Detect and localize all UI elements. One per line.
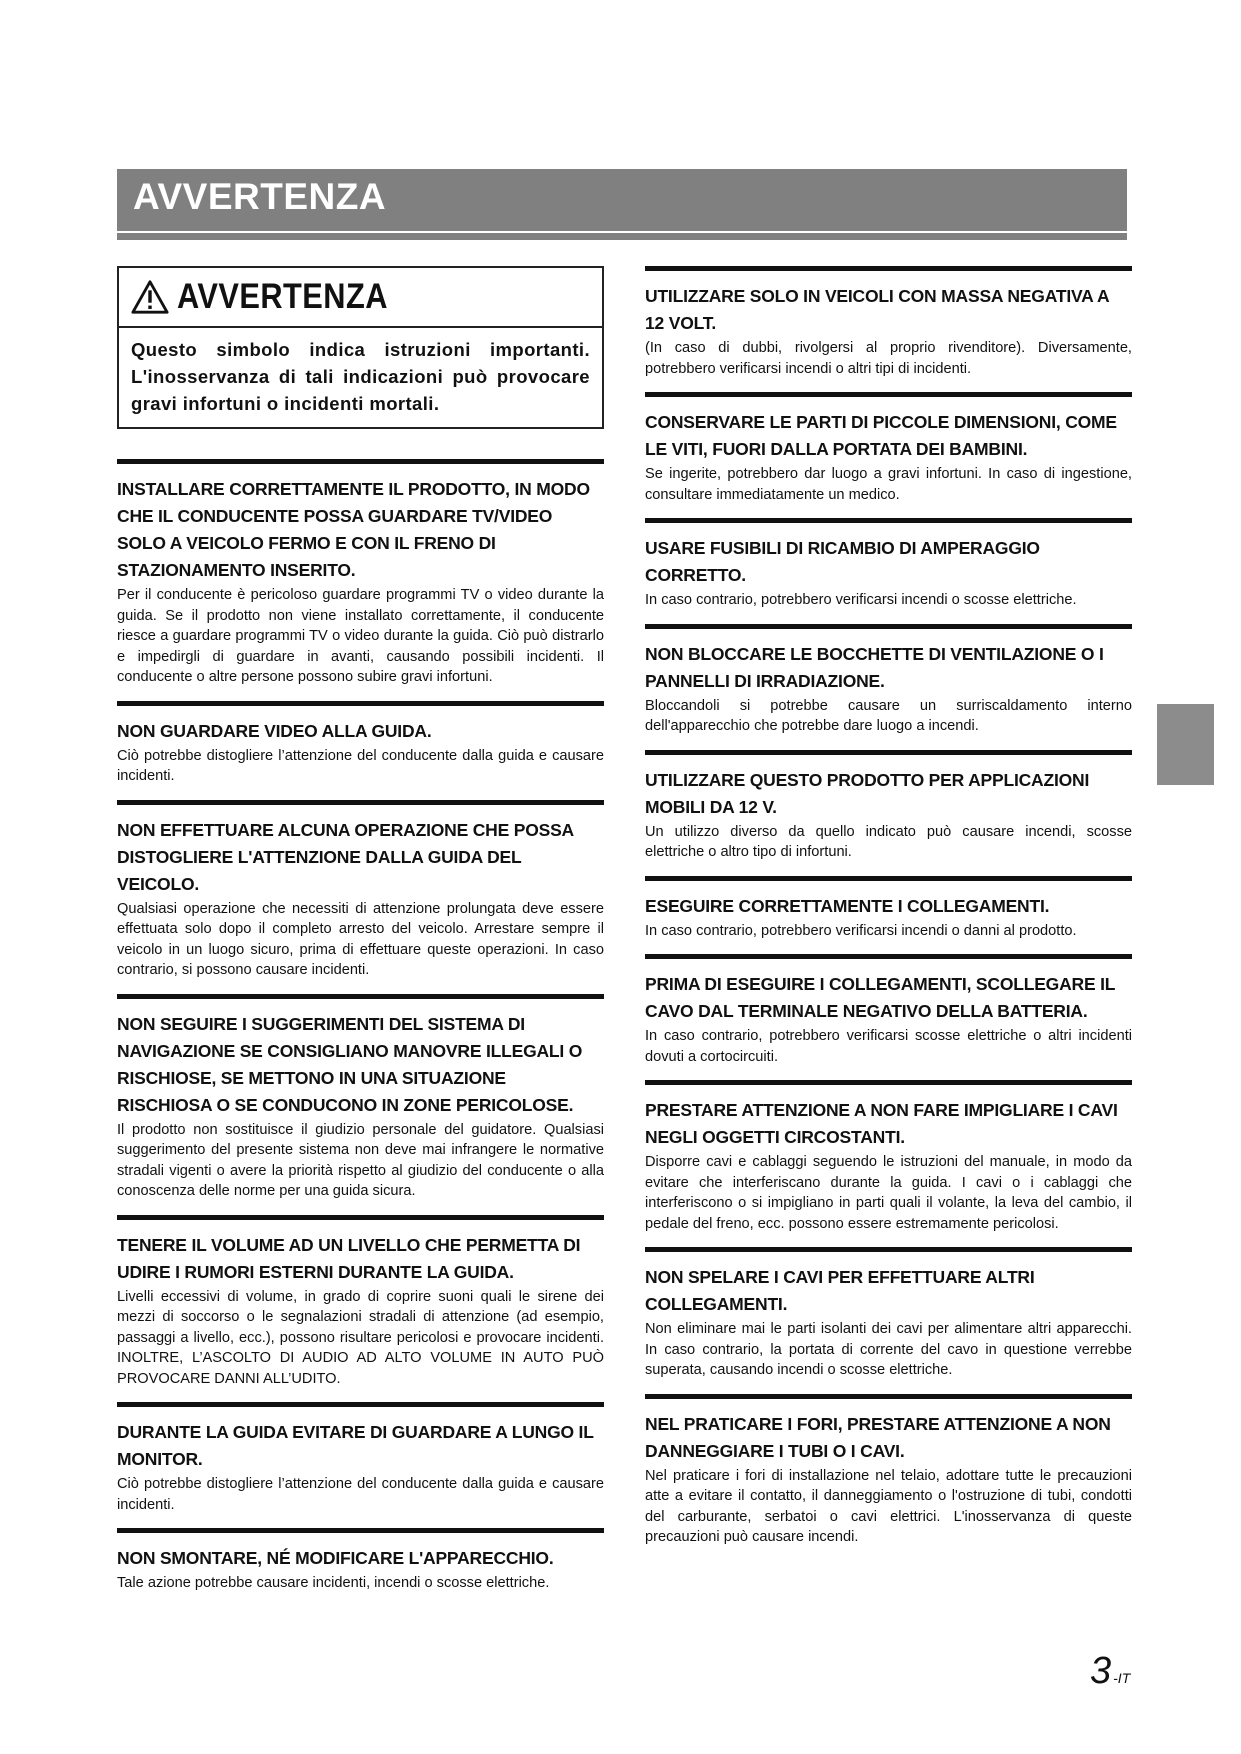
- section-body: Ciò potrebbe distogliere l’attenzione del conducente dalla guida e causare incidenti.: [117, 747, 604, 784]
- left-column: [117, 266, 604, 1607]
- warning-section: [645, 1394, 1132, 1556]
- section-rule: [645, 392, 1132, 397]
- section-body: Per il conducente è pericoloso guardare programmi TV o video durante la guida. Se il prodotto non viene installato correttamente, il conducente riesce a guardare programmi TV o video durante la guida. Ciò può distrarlo e impedirgli di guardare in avanti, causando possibili incidenti. Il conducente o altre persone possono subire gravi infortuni.: [117, 587, 604, 685]
- section-rule: [645, 876, 1132, 881]
- section-rule: [645, 624, 1132, 629]
- warning-section: [117, 1215, 604, 1398]
- warning-section: [117, 701, 604, 795]
- warning-section: [645, 954, 1132, 1075]
- section-title: USARE FUSIBILI DI RICAMBIO DI AMPERAGGIO CORRETTO.: [645, 538, 1040, 585]
- section-body: Non eliminare mai le parti isolanti dei cavi per alimentare altri apparecchi. In caso contrario, la portata di corrente del cavo in questione verrebbe superata, causando incendi o scosse elettriche.: [645, 1321, 1132, 1378]
- section-rule: [645, 1247, 1132, 1252]
- warning-section: [117, 800, 604, 989]
- section-rule: [645, 750, 1132, 755]
- section-body: (In caso di dubbi, rivolgersi al proprio rivenditore). Diversamente, potrebbero verificarsi incendi o altri tipi di incidenti.: [645, 340, 1132, 377]
- section-body: Qualsiasi operazione che necessiti di attenzione prolungata deve essere effettuata solo dopo il completo arresto del veicolo. Arrestare sempre il veicolo in un luogo sicuro, prima di effettuare queste operazioni. In caso contrario, si possono causare incidenti.: [117, 900, 604, 978]
- section-body: In caso contrario, potrebbero verificarsi incendi o danni al prodotto.: [645, 922, 1077, 939]
- section-rule: [117, 701, 604, 706]
- page-number-value: 3: [1090, 1650, 1112, 1692]
- warning-section: [117, 1528, 604, 1602]
- section-rule: [645, 266, 1132, 271]
- page-number-suffix: -IT: [1113, 1670, 1131, 1686]
- section-rule: [117, 1528, 604, 1533]
- warning-section: [645, 1080, 1132, 1242]
- warning-section: [645, 518, 1132, 619]
- section-body: Se ingerite, potrebbero dar luogo a gravi infortuni. In caso di ingestione, consultare immediatamente un medico.: [645, 466, 1132, 503]
- section-body: Ciò potrebbe distogliere l’attenzione del conducente dalla guida e causare incidenti.: [117, 1476, 604, 1513]
- warning-box-text: Questo simbolo indica istruzioni importanti. L'inosservanza di tali indicazioni può provocare gravi infortuni o incidenti mortali.: [131, 339, 590, 414]
- section-title: NON SMONTARE, NÉ MODIFICARE L'APPARECCHIO.: [117, 1548, 554, 1568]
- warning-section: [117, 994, 604, 1210]
- section-body: Disporre cavi e cablaggi seguendo le istruzioni del manuale, in modo da evitare che interferiscano durante la guida. I cavi o i cablaggi che interferiscono o si impigliano in parti quali il volante, la leva del cambio, il pedale del freno, ecc. possono essere estremamente pericolosi.: [645, 1154, 1132, 1232]
- warning-section: [645, 750, 1132, 871]
- section-rule: [645, 518, 1132, 523]
- section-body: Nel praticare i fori di installazione nel telaio, adottare tutte le precauzioni atte a evitare il contatto, il danneggiamento o l'ostruzione di tubi, condotti del carburante, serbatoi o cavi elettrici. L'inosservanza di queste precauzioni può causare incendi.: [645, 1467, 1132, 1545]
- section-title: UTILIZZARE SOLO IN VEICOLI CON MASSA NEGATIVA A 12 VOLT.: [645, 286, 1109, 333]
- section-body: Bloccandoli si potrebbe causare un surriscaldamento interno dell'apparecchio che potrebbe dare luogo a incendi.: [645, 697, 1132, 734]
- section-title: PRESTARE ATTENZIONE A NON FARE IMPIGLIARE I CAVI NEGLI OGGETTI CIRCOSTANTI.: [645, 1100, 1118, 1147]
- warning-section: [645, 1247, 1132, 1389]
- warning-triangle-icon: [131, 279, 169, 315]
- section-title: NON GUARDARE VIDEO ALLA GUIDA.: [117, 720, 432, 741]
- page-title: AVVERTENZA: [133, 176, 387, 217]
- warning-section: [117, 459, 604, 696]
- warning-box: [117, 266, 604, 429]
- header-rule: [117, 233, 1127, 240]
- section-rule: [117, 459, 604, 464]
- section-title: NEL PRATICARE I FORI, PRESTARE ATTENZIONE A NON DANNEGGIARE I TUBI O I CAVI.: [645, 1413, 1111, 1461]
- section-title: CONSERVARE LE PARTI DI PICCOLE DIMENSIONI, COME LE VITI, FUORI DALLA PORTATA DEI BAMBINI.: [645, 412, 1117, 459]
- section-rule: [645, 954, 1132, 959]
- warning-box-header: [119, 268, 602, 328]
- section-body: Il prodotto non sostituisce il giudizio personale del guidatore. Qualsiasi suggerimento del presente sistema non deve mai infrangere le normative stradali vigenti o avere la priorità rispetto al giudizio del conducente o alla conoscenza delle norme per una guida sicura.: [117, 1121, 604, 1199]
- section-body: Un utilizzo diverso da quello indicato può causare incendi, scosse elettriche o altro tipo di infortuni.: [645, 823, 1132, 860]
- section-title: PRIMA DI ESEGUIRE I COLLEGAMENTI, SCOLLEGARE IL CAVO DAL TERMINALE NEGATIVO DELLA BATTERIA.: [645, 974, 1115, 1021]
- section-rule: [117, 1402, 604, 1407]
- warning-section: [117, 1402, 604, 1523]
- warning-section: [645, 392, 1132, 513]
- section-body: Livelli eccessivi di volume, in grado di coprire suoni quali le sirene dei mezzi di soccorso o le segnalazioni stradali di attenzione (ad esempio, passaggi a livello, ecc.), possono risultare pericolosi e provocare incidenti. INOLTRE, L’ASCOLTO DI AUDIO AD ALTO VOLUME IN AUTO PUÒ PROVOCARE DANNI ALL’UDITO.: [117, 1288, 604, 1387]
- warning-section: [645, 266, 1132, 387]
- section-body: In caso contrario, potrebbero verificarsi scosse elettriche o altri incidenti dovuti a cortocircuiti.: [645, 1028, 1132, 1065]
- header-banner: [117, 169, 1127, 231]
- section-title: UTILIZZARE QUESTO PRODOTTO PER APPLICAZIONI MOBILI DA 12 V.: [645, 769, 1090, 817]
- section-title: TENERE IL VOLUME AD UN LIVELLO CHE PERMETTA DI UDIRE I RUMORI ESTERNI DURANTE LA GUIDA.: [117, 1234, 581, 1282]
- warning-section: [645, 876, 1132, 950]
- section-body: In caso contrario, potrebbero verificarsi incendi o scosse elettriche.: [645, 592, 1077, 608]
- section-title: NON BLOCCARE LE BOCCHETTE DI VENTILAZIONE O I PANNELLI DI IRRADIAZIONE.: [645, 643, 1104, 691]
- section-rule: [117, 1215, 604, 1220]
- warning-section: [645, 624, 1132, 745]
- right-column: [645, 266, 1132, 1561]
- section-rule: [645, 1394, 1132, 1399]
- section-rule: [117, 994, 604, 999]
- section-tab-marker: [1157, 704, 1214, 785]
- section-rule: [117, 800, 604, 805]
- section-title: NON EFFETTUARE ALCUNA OPERAZIONE CHE POSSA DISTOGLIERE L'ATTENZIONE DALLA GUIDA DEL VEICOLO.: [117, 819, 574, 894]
- section-title: NON SEGUIRE I SUGGERIMENTI DEL SISTEMA DI NAVIGAZIONE SE CONSIGLIANO MANOVRE ILLEGALI O RISCHIOSE, SE METTONO IN UNA SITUAZIONE RISCHIOSA O SE CONDUCONO IN ZONE PERICOLOSE.: [117, 1013, 583, 1115]
- warning-box-title: AVVERTENZA: [177, 277, 388, 316]
- section-title: ESEGUIRE CORRETTAMENTE I COLLEGAMENTI.: [645, 895, 1050, 916]
- section-rule: [645, 1080, 1132, 1085]
- section-body: Tale azione potrebbe causare incidenti, incendi o scosse elettriche.: [117, 1575, 550, 1591]
- section-title: DURANTE LA GUIDA EVITARE DI GUARDARE A LUNGO IL MONITOR.: [117, 1422, 594, 1469]
- section-title: INSTALLARE CORRETTAMENTE IL PRODOTTO, IN MODO CHE IL CONDUCENTE POSSA GUARDARE TV/VIDEO SOLO A VEICOLO FERMO E CON IL FRENO DI STAZIONAMENTO INSERITO.: [117, 479, 590, 580]
- page-number: [1090, 1650, 1130, 1693]
- section-title: NON SPELARE I CAVI PER EFFETTUARE ALTRI COLLEGAMENTI.: [645, 1267, 1035, 1314]
